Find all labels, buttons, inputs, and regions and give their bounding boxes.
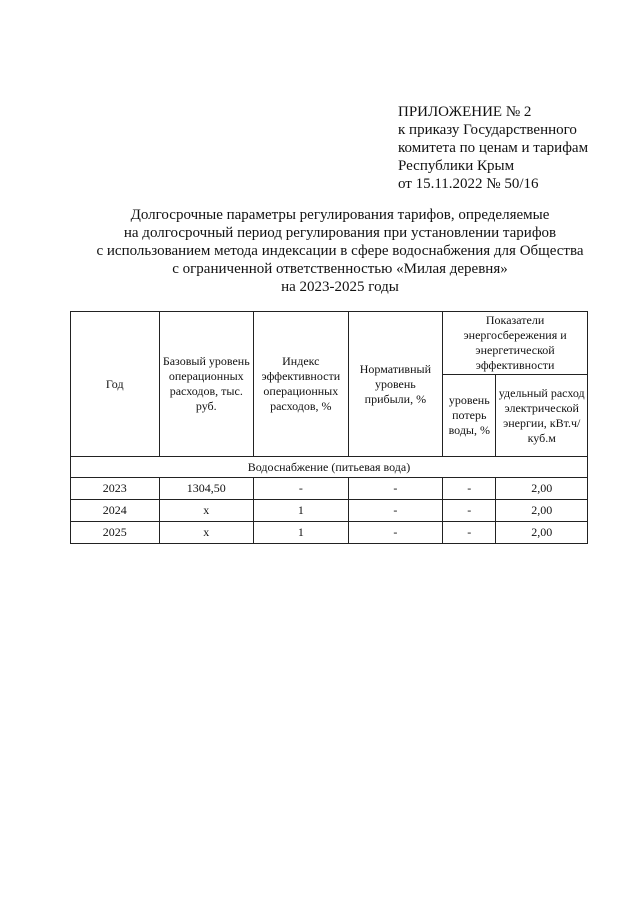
title-line: с использованием метода индексации в сфере водоснабжения для Общества <box>96 243 584 259</box>
appendix-date-number: от 15.11.2022 № 50/16 <box>398 176 539 192</box>
cell-loss: - <box>443 522 496 544</box>
section-row <box>71 457 588 478</box>
document-title <box>40 206 639 296</box>
cell-specific: 2,00 <box>496 522 588 544</box>
cell-specific: 2,00 <box>496 500 588 522</box>
cell-base: 1304,50 <box>159 478 254 500</box>
header-row <box>71 312 588 375</box>
table-row <box>71 478 588 500</box>
appendix-line: к приказу Государственного <box>398 122 577 138</box>
cell-base: x <box>159 522 254 544</box>
table-row <box>71 500 588 522</box>
cell-norm: - <box>348 500 443 522</box>
header-specific-consumption: удельный расход электрической энергии, кВт.ч/куб.м <box>496 375 588 457</box>
title-line: на долгосрочный период регулирования при установлении тарифов <box>123 225 557 241</box>
cell-year: 2025 <box>71 522 160 544</box>
title-line: Долгосрочные параметры регулирования тарифов, определяемые <box>130 207 550 223</box>
header-year: Год <box>71 312 160 457</box>
cell-loss: - <box>443 500 496 522</box>
appendix-block <box>398 103 623 193</box>
header-efficiency-index: Индекс эффективности операционных расходов, % <box>254 312 349 457</box>
tariff-parameters-table <box>70 311 588 544</box>
appendix-line: Республики Крым <box>398 158 515 174</box>
title-period: на 2023-2025 годы <box>281 279 399 295</box>
cell-norm: - <box>348 522 443 544</box>
cell-year: 2024 <box>71 500 160 522</box>
header-base-opex: Базовый уровень операционных расходов, тыс. руб. <box>159 312 254 457</box>
appendix-line: комитета по ценам и тарифам <box>398 140 589 156</box>
header-energy-efficiency-group: Показатели энергосбережения и энергетической эффективности <box>443 312 588 375</box>
cell-index: - <box>254 478 349 500</box>
section-title: Водоснабжение (питьевая вода) <box>71 457 588 478</box>
header-water-loss: уровень потерь воды, % <box>443 375 496 457</box>
cell-loss: - <box>443 478 496 500</box>
cell-norm: - <box>348 478 443 500</box>
title-line: с ограниченной ответственностью «Милая деревня» <box>172 261 508 277</box>
appendix-heading: ПРИЛОЖЕНИЕ № 2 <box>398 104 532 120</box>
cell-base: x <box>159 500 254 522</box>
cell-index: 1 <box>254 500 349 522</box>
cell-index: 1 <box>254 522 349 544</box>
cell-specific: 2,00 <box>496 478 588 500</box>
cell-year: 2023 <box>71 478 160 500</box>
header-normative-profit: Нормативный уровень прибыли, % <box>348 312 443 457</box>
table-row <box>71 522 588 544</box>
